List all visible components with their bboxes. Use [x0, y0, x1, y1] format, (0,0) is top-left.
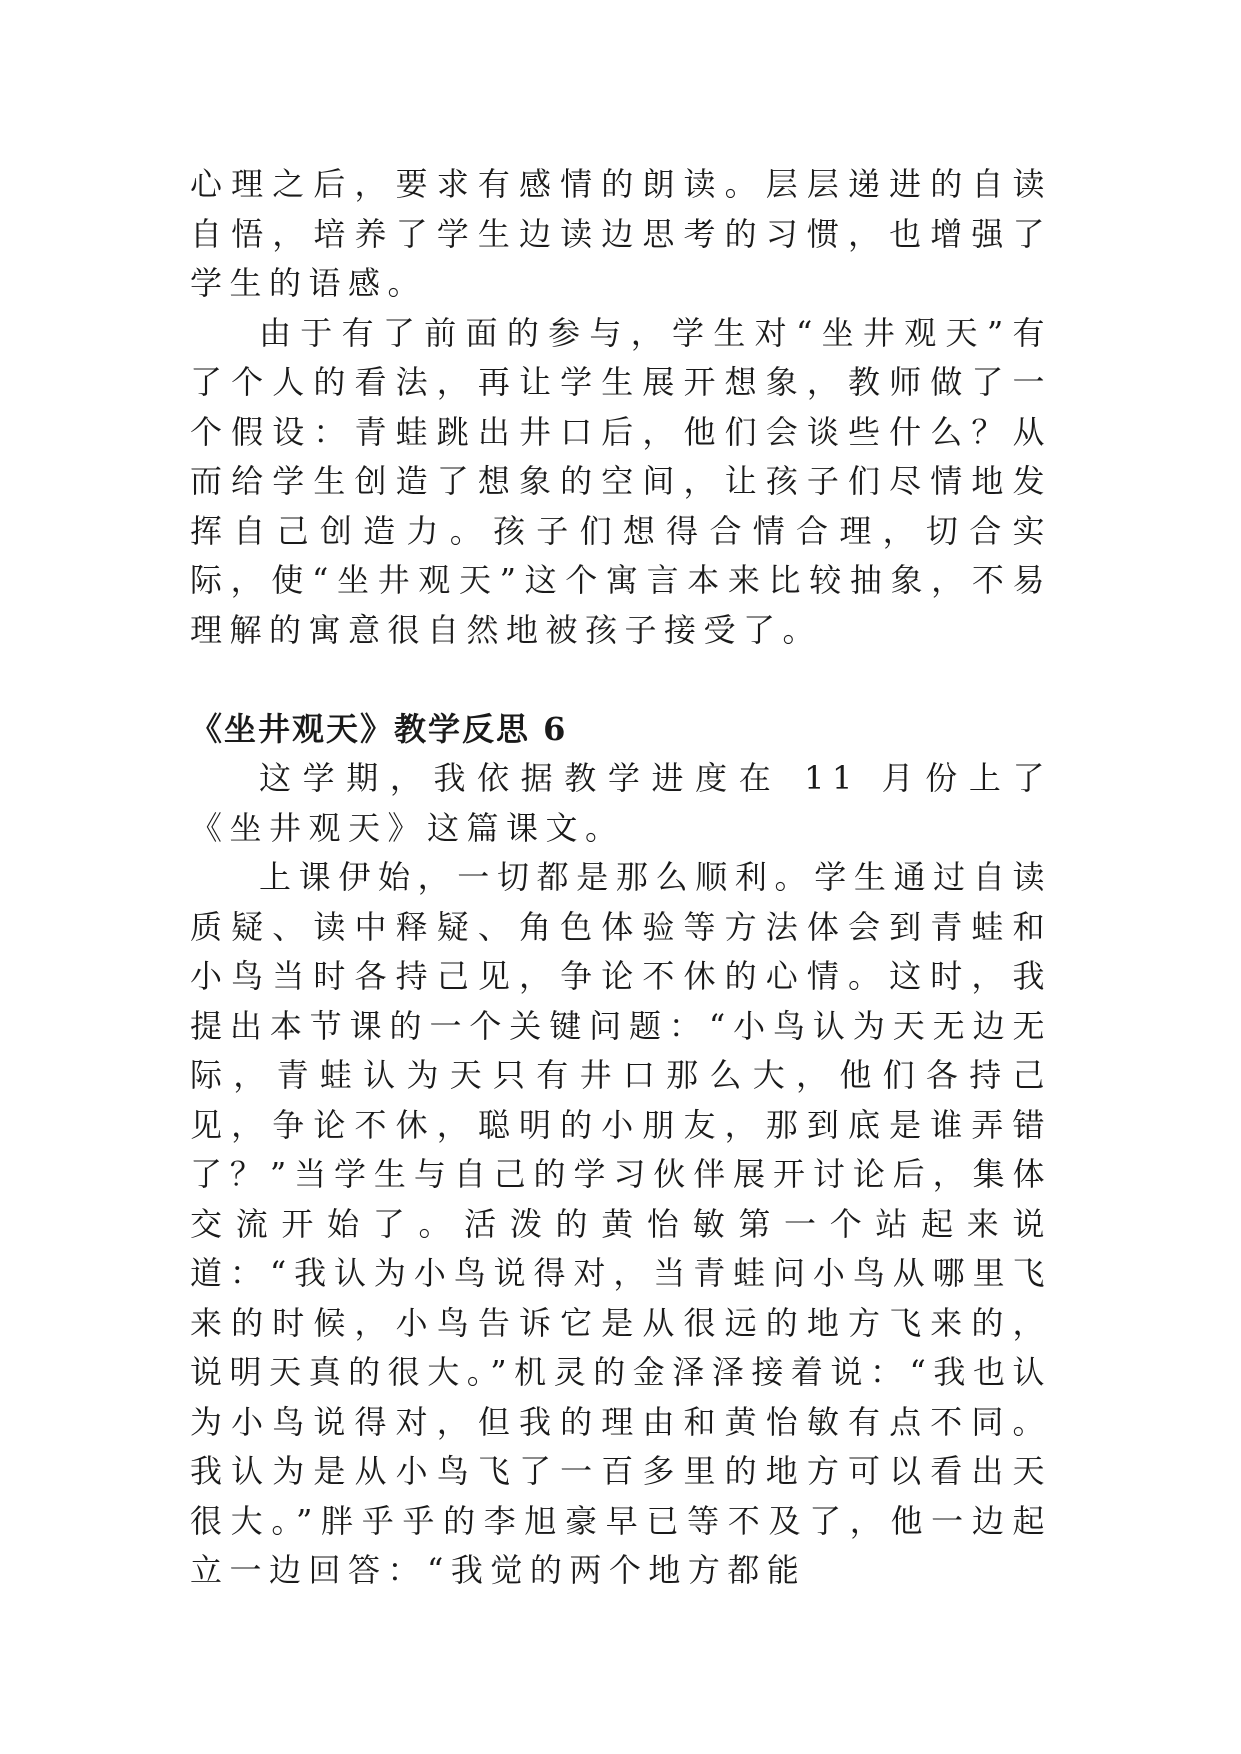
- section-heading: 《坐井观天》教学反思 6: [190, 709, 568, 748]
- paragraph-continuation: 心理之后，要求有感情的朗读。层层递进的自读自悟，培养了学生边读边思考的习惯，也增强了学生的语感。: [190, 165, 1052, 302]
- paragraph-imagination: 由于有了前面的参与，学生对“坐井观天”有了个人的看法，再让学生展开想象，教师做了一个假设：青蛙跳出井口后，他们会谈些什么？从而给学生创造了想象的空间，让孩子们尽情地发挥自己创造力。孩子们想得合情合理，切合实际，使“坐井观天”这个寓言本来比较抽象，不易理解的寓意很自然地被孩子接受了。: [190, 313, 1052, 649]
- paragraph-class-discussion: 上课伊始，一切都是那么顺利。学生通过自读质疑、读中释疑、角色体验等方法体会到青蛙和小鸟当时各持己见，争论不休的心情。这时，我提出本节课的一个关键问题：“小鸟认为天无边无际，青蛙认为天只有井口那么大，他们各持己见，争论不休，聪明的小朋友，那到底是谁弄错了？”当学生与自己的学习伙伴展开讨论后，集体交流开始了。活泼的黄怡敏第一个站起来说道：“我认为小鸟说得对，当青蛙问小鸟从哪里飞来的时候，小鸟告诉它是从很远的地方飞来的，说明天真的很大。”机灵的金泽泽接着说：“我也认为小鸟说得对，但我的理由和黄怡敏有点不同。我认为是从小鸟飞了一百多里的地方可以看出天很大。”胖乎乎的李旭豪早已等不及了，他一边起立一边回答：“我觉的两个地方都能: [190, 858, 1052, 1589]
- paragraph-intro: 这学期，我依据教学进度在 11 月份上了《坐井观天》这篇课文。: [190, 759, 1052, 847]
- document-body: [190, 160, 1052, 1596]
